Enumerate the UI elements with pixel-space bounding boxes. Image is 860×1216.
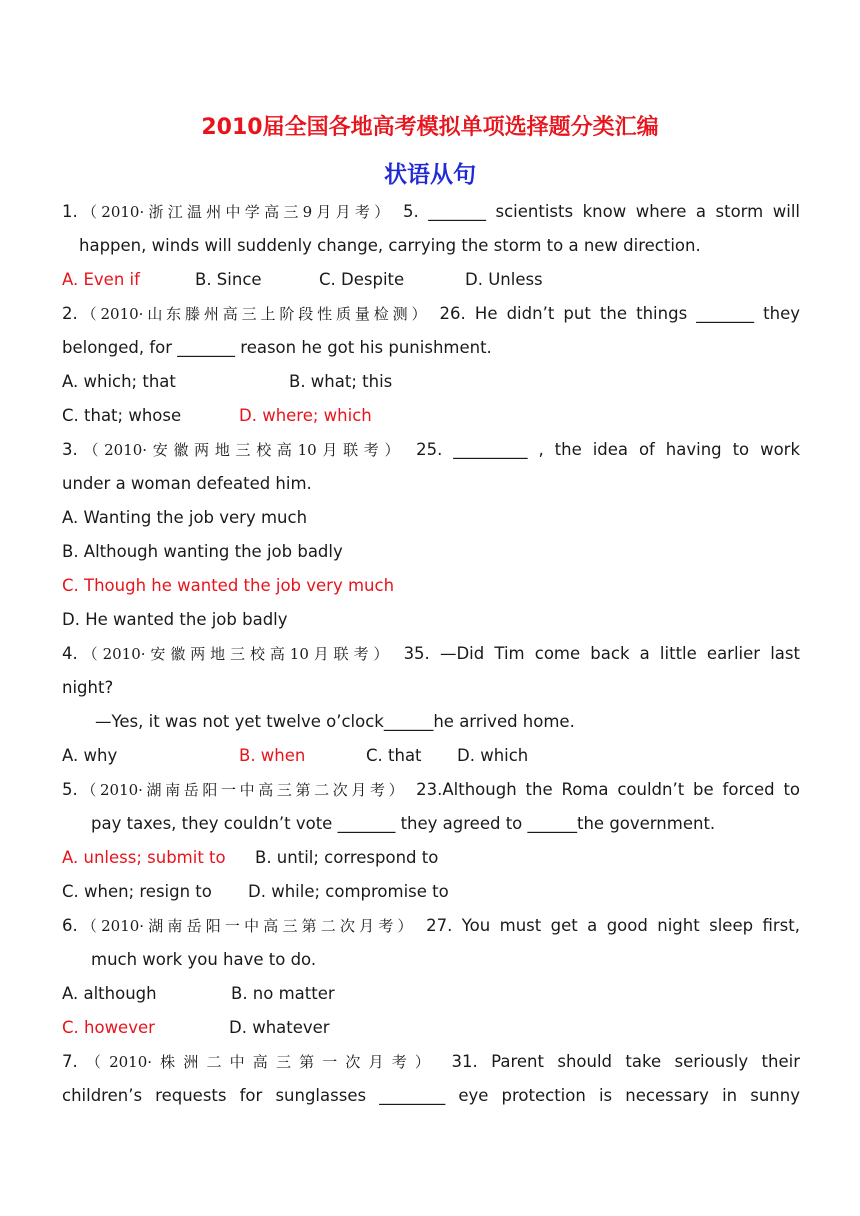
document-subtitle: 状语从句 (384, 162, 476, 188)
question-list (62, 195, 800, 1113)
question-1-options (62, 263, 800, 297)
option-a: A. although (62, 984, 157, 1003)
question-5-line-2: pay taxes, they couldn’t vote _______ they agreed to ______the government. (91, 814, 716, 833)
option-d: D. whatever (229, 1018, 330, 1037)
option-a: A. Wanting the job very much (62, 508, 308, 527)
question-6-line-2: much work you have to do. (91, 950, 317, 969)
question-3-line-1: 3.（2010·安徽两地三校高10月联考） 25. _________ , the idea of having to work (62, 440, 801, 459)
question-4-line-1: 4.（2010·安徽两地三校高10月联考） 35. —Did Tim come back a little earlier last (62, 644, 800, 663)
question-2-line-1: 2.（2010·山东滕州高三上阶段性质量检测） 26. He didn’t put the things _______ they (62, 304, 800, 323)
question-6-options-2 (62, 1011, 800, 1045)
question-2-options-2 (62, 399, 800, 433)
question-6-line-1: 6.（2010·湖南岳阳一中高三第二次月考） 27. You must get a good night sleep first, (62, 916, 800, 935)
option-d: D. Unless (465, 270, 543, 289)
question-1-line-2: happen, winds will suddenly change, carrying the storm to a new direction. (79, 236, 701, 255)
document-title: 2010届全国各地高考模拟单项选择题分类汇编 (201, 115, 659, 140)
question-1-line-1: 1.（2010·浙江温州中学高三9月月考） 5. _______ scientists know where a storm will (62, 202, 800, 221)
question-4-line-2: night? (62, 678, 114, 697)
option-b: B. Since (195, 270, 262, 289)
question-7-line-1: 7.（2010·株洲二中高三第一次月考） 31. Parent should take seriously their (62, 1052, 800, 1071)
question-5-options-1 (62, 841, 800, 875)
option-c: C. Despite (319, 270, 405, 289)
option-a: A. why (62, 746, 118, 765)
question-4-line-3: —Yes, it was not yet twelve o’clock______he arrived home. (95, 712, 575, 731)
question-2-line-2: belonged, for _______ reason he got his punishment. (62, 338, 492, 357)
option-c: C. that (366, 746, 422, 765)
question-2-options-1 (62, 365, 800, 399)
option-d: D. which (457, 746, 529, 765)
option-b: B. Although wanting the job badly (62, 542, 343, 561)
question-4-options (62, 739, 800, 773)
option-d: D. He wanted the job badly (62, 610, 288, 629)
option-b: B. no matter (231, 984, 335, 1003)
option-c: C. when; resign to (62, 882, 212, 901)
option-c: C. that; whose (62, 406, 182, 425)
option-b: B. when (239, 746, 306, 765)
option-d: D. where; which (239, 406, 372, 425)
option-c: C. however (62, 1018, 155, 1037)
option-b: B. until; correspond to (255, 848, 439, 867)
question-7-line-2: children’s requests for sunglasses ________ eye protection is necessary in sunny (62, 1086, 800, 1105)
question-3-line-2: under a woman defeated him. (62, 474, 312, 493)
question-5-line-1: 5.（2010·湖南岳阳一中高三第二次月考） 23.Although the Roma couldn’t be forced to (62, 780, 801, 799)
option-b: B. what; this (289, 372, 393, 391)
option-d: D. while; compromise to (248, 882, 449, 901)
question-6-options-1 (62, 977, 800, 1011)
option-a: A. Even if (62, 270, 140, 289)
option-a: A. unless; submit to (62, 848, 226, 867)
question-5-options-2 (62, 875, 800, 909)
option-c: C. Though he wanted the job very much (62, 576, 395, 595)
option-a: A. which; that (62, 372, 176, 391)
